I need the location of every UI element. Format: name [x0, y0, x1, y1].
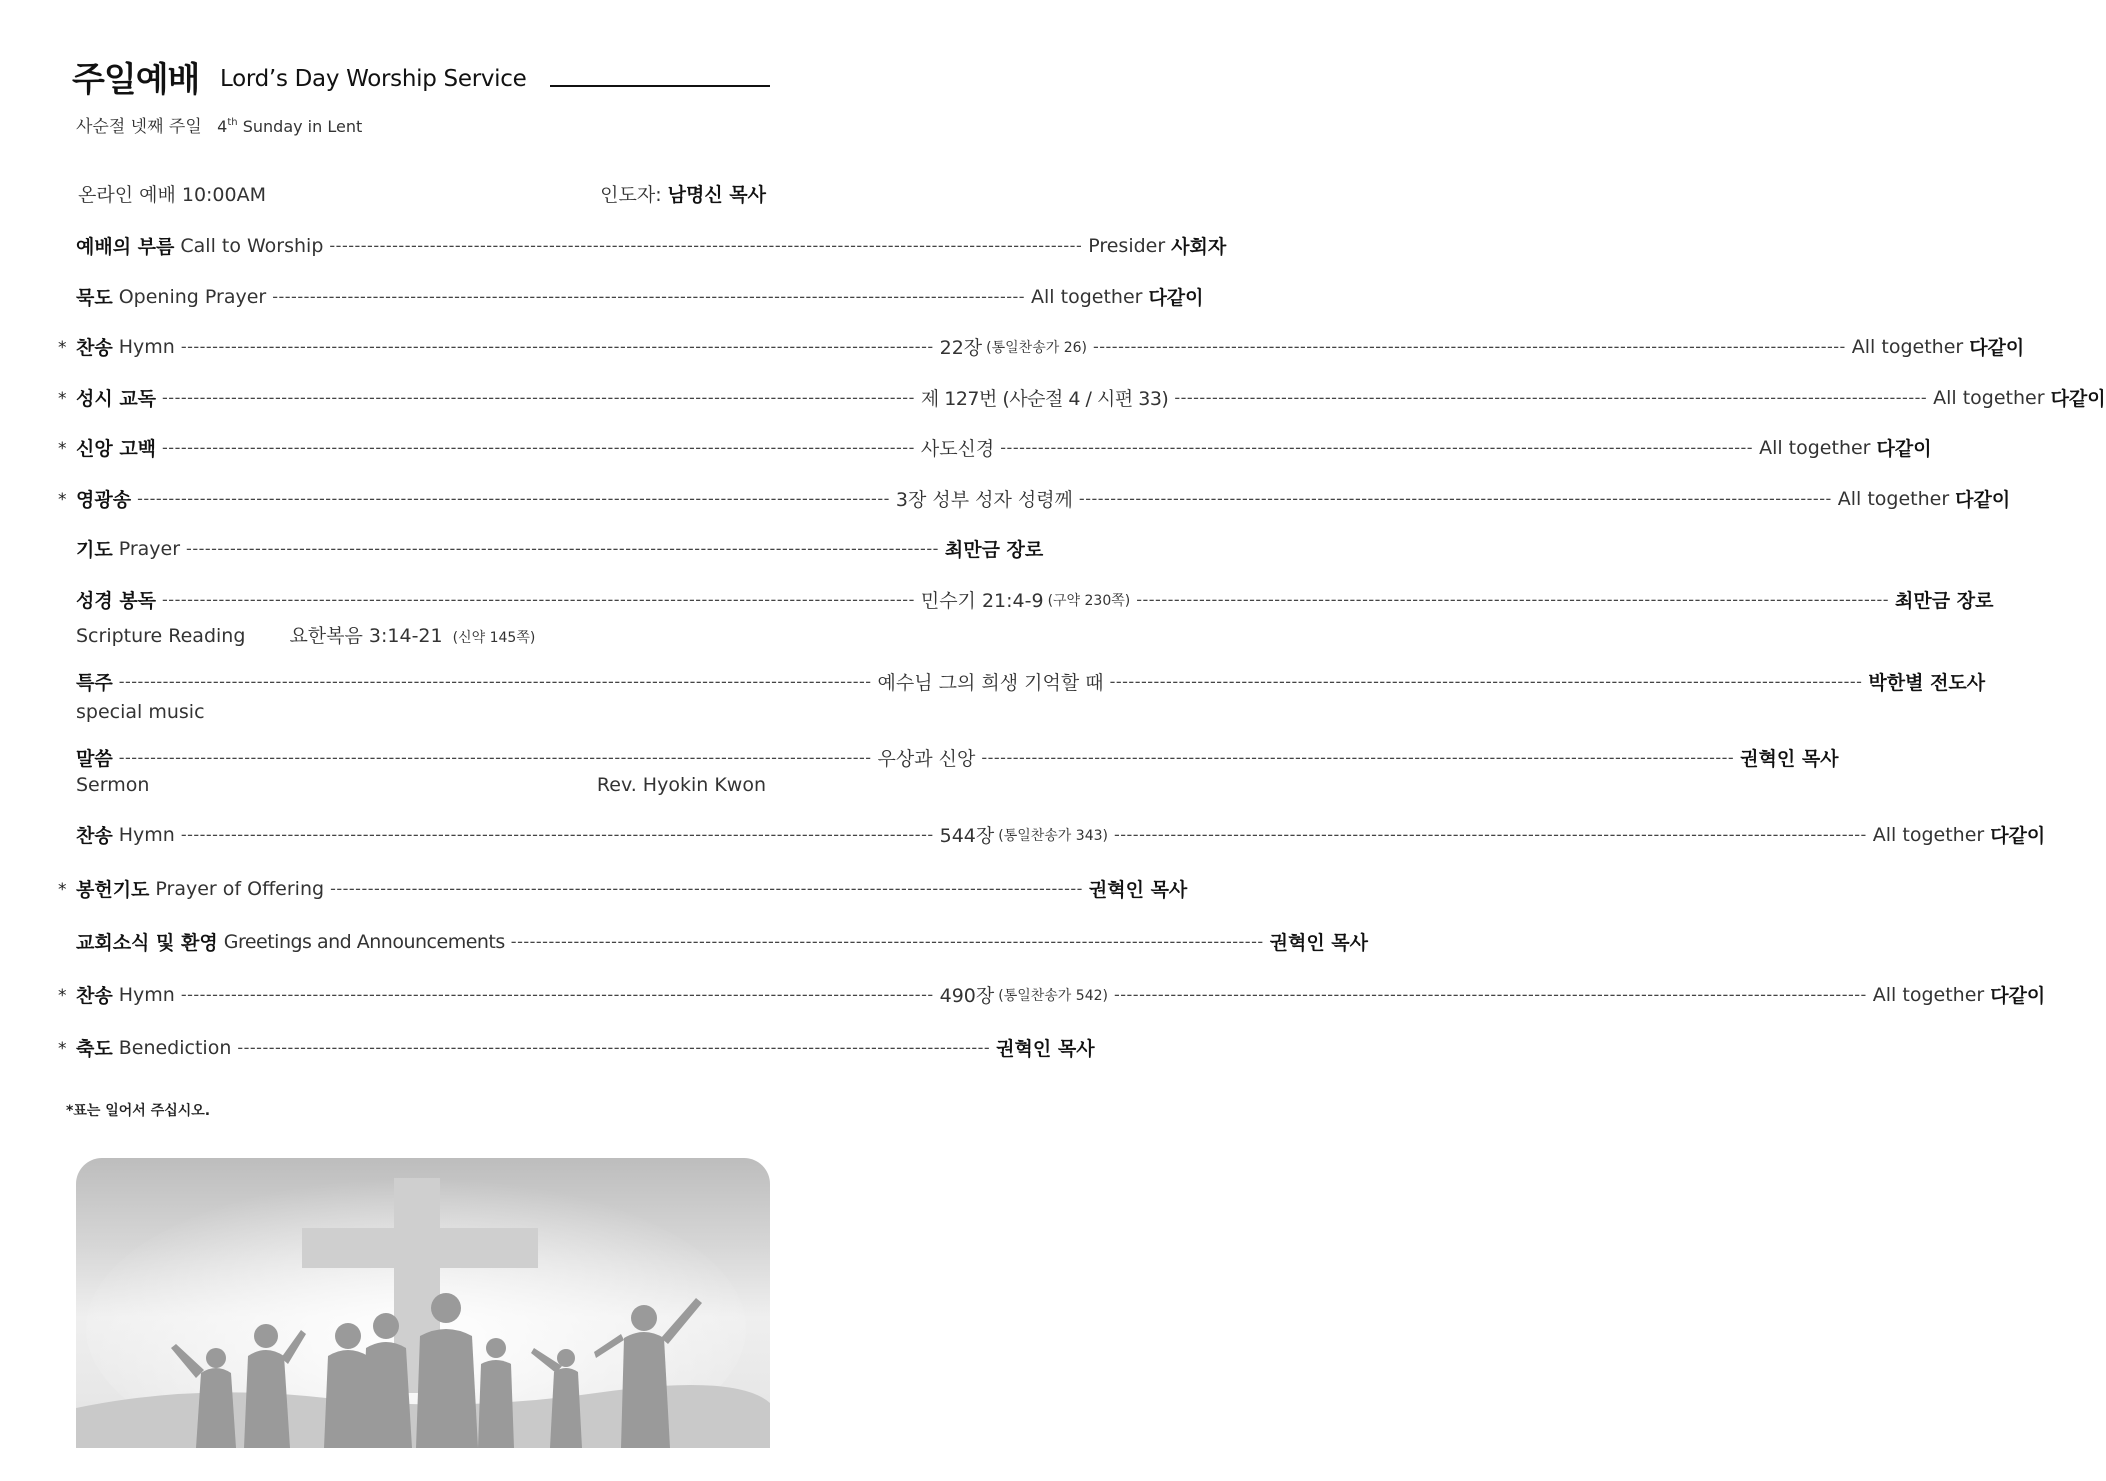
dash-leader: ------------------------------------------------------------------------------------------------------------------------: [180, 984, 934, 1004]
dash-leader: ------------------------------------------------------------------------------------------------------------------------: [162, 387, 915, 407]
standing-note: *표는 일어서 주십시오.: [66, 1103, 211, 1119]
order-item-sermon: 말씀 ------------------------------------------------------------------------------------------------------------------------ 우상과 신앙 ------------------------------------------------------------------------------------------------------------------------ 권혁인 목사: [76, 747, 1839, 770]
order-item-hymn-2: 찬송 Hymn ------------------------------------------------------------------------------------------------------------------------ 544장 (통일찬송가 343) ------------------------------------------------------------------------------------------------------------------------ All together 다같이: [76, 823, 2046, 847]
service-info-row: [60, 180, 766, 207]
cross-silhouette-illustration: [76, 1158, 770, 1448]
title-english: Lord’s Day Worship Service: [220, 66, 527, 92]
order-item-responsive-reading: * 성시 교독 ------------------------------------------------------------------------------------------------------------------------ 제 127번 (사순절 4 / 시편 33) ------------------------------------------------------------------------------------------------------------------------ All together 다같이: [58, 386, 2106, 410]
title-rule: [550, 85, 770, 87]
subtitle-english: 4th Sunday in Lent: [217, 117, 363, 136]
order-item-benediction: * 축도 Benediction ------------------------------------------------------------------------------------------------------------------------ 권혁인 목사: [58, 1036, 1095, 1060]
cross-worship-photo: [76, 1158, 770, 1448]
standing-star: *: [58, 337, 67, 358]
subtitle: [76, 112, 362, 137]
cross-horizontal: [302, 1228, 538, 1268]
dash-leader: ------------------------------------------------------------------------------------------------------------------------: [1078, 488, 1832, 508]
dash-leader: ------------------------------------------------------------------------------------------------------------------------: [1174, 387, 1928, 407]
subtitle-korean: 사순절 넷째 주일: [76, 117, 202, 137]
dash-leader: ------------------------------------------------------------------------------------------------------------------------: [981, 747, 1735, 767]
dash-leader: ------------------------------------------------------------------------------------------------------------------------: [329, 235, 1083, 255]
dash-leader: ------------------------------------------------------------------------------------------------------------------------: [1113, 984, 1867, 1004]
dash-leader: ------------------------------------------------------------------------------------------------------------------------: [510, 931, 1264, 951]
standing-star: *: [58, 489, 67, 510]
order-item-hymn-1: * 찬송 Hymn ------------------------------------------------------------------------------------------------------------------------ 22장 (통일찬송가 26) ------------------------------------------------------------------------------------------------------------------------ All together 다같이: [58, 335, 2025, 359]
scripture-second: 요한복음 3:14-21: [289, 625, 443, 647]
standing-star: *: [58, 1038, 67, 1059]
order-item-announcements: 교회소식 및 환영 Greetings and Announcements ------------------------------------------------------------------------------------------------------------------------ 권혁인 목사: [76, 930, 1368, 954]
sermon-speaker-english: Rev. Hyokin Kwon: [596, 774, 766, 796]
order-item-special-music: 특주 ------------------------------------------------------------------------------------------------------------------------ 예수님 그의 희생 기억할 때 ------------------------------------------------------------------------------------------------------------------------ 박한별 전도사: [76, 671, 1986, 694]
order-item-creed: * 신앙 고백 ------------------------------------------------------------------------------------------------------------------------ 사도신경 ------------------------------------------------------------------------------------------------------------------------ All together 다같이: [58, 436, 1932, 460]
dash-leader: ------------------------------------------------------------------------------------------------------------------------: [162, 589, 915, 609]
leader-label: 인도자:: [600, 184, 662, 206]
online-service-time: 온라인 예배 10:00AM: [78, 184, 266, 206]
order-item-hymn-3: * 찬송 Hymn ------------------------------------------------------------------------------------------------------------------------ 490장 (통일찬송가 542) ------------------------------------------------------------------------------------------------------------------------ All together 다같이: [58, 983, 2046, 1007]
standing-star: *: [58, 879, 67, 900]
dash-leader: ------------------------------------------------------------------------------------------------------------------------: [330, 878, 1083, 898]
bulletin-header: [72, 52, 772, 102]
order-item-gloria: * 영광송 ------------------------------------------------------------------------------------------------------------------------ 3장 성부 성자 성령께 ------------------------------------------------------------------------------------------------------------------------ All together 다같이: [58, 487, 2011, 511]
dash-leader: ------------------------------------------------------------------------------------------------------------------------: [237, 1037, 991, 1057]
dash-leader: ------------------------------------------------------------------------------------------------------------------------: [1136, 589, 1890, 609]
dash-leader: ------------------------------------------------------------------------------------------------------------------------: [1092, 336, 1846, 356]
order-item-opening-prayer: 묵도 Opening Prayer ------------------------------------------------------------------------------------------------------------------------ All together 다같이: [76, 285, 1204, 309]
standing-star: *: [58, 388, 67, 409]
scripture-subline: Scripture Reading 요한복음 3:14-21 (신약 145쪽): [76, 625, 536, 647]
standing-star: *: [58, 985, 67, 1006]
dash-leader: ------------------------------------------------------------------------------------------------------------------------: [180, 336, 934, 356]
dash-leader: ------------------------------------------------------------------------------------------------------------------------: [1000, 437, 1754, 457]
dash-leader: ------------------------------------------------------------------------------------------------------------------------: [1113, 824, 1867, 844]
sermon-english-row: [60, 774, 766, 796]
dash-leader: ------------------------------------------------------------------------------------------------------------------------: [137, 488, 890, 508]
dash-leader: ------------------------------------------------------------------------------------------------------------------------: [180, 824, 934, 844]
order-item-offering-prayer: * 봉헌기도 Prayer of Offering ------------------------------------------------------------------------------------------------------------------------ 권혁인 목사: [58, 877, 1188, 901]
standing-star: *: [58, 438, 67, 459]
sermon-english: Sermon: [76, 774, 150, 796]
dash-leader: ------------------------------------------------------------------------------------------------------------------------: [118, 671, 872, 691]
order-item-prayer: 기도 Prayer ------------------------------------------------------------------------------------------------------------------------ 최만금 장로: [76, 537, 1044, 561]
scripture-english: Scripture Reading: [76, 625, 246, 647]
dash-leader: ------------------------------------------------------------------------------------------------------------------------: [272, 286, 1026, 306]
dash-leader: ------------------------------------------------------------------------------------------------------------------------: [162, 437, 915, 457]
special-music-english: special music: [76, 701, 205, 723]
dash-leader: ------------------------------------------------------------------------------------------------------------------------: [118, 747, 872, 767]
order-item-scripture: 성경 봉독 ------------------------------------------------------------------------------------------------------------------------ 민수기 21:4-9 (구약 230쪽) ------------------------------------------------------------------------------------------------------------------------ 최만금 장로: [76, 589, 1994, 612]
title-korean: 주일예배: [72, 60, 200, 100]
leader-name: 남명신 목사: [667, 184, 766, 206]
dash-leader: ------------------------------------------------------------------------------------------------------------------------: [186, 538, 939, 558]
dash-leader: ------------------------------------------------------------------------------------------------------------------------: [1109, 671, 1863, 691]
order-item-call-to-worship: 예배의 부름 Call to Worship ------------------------------------------------------------------------------------------------------------------------ Presider 사회자: [76, 234, 1227, 258]
